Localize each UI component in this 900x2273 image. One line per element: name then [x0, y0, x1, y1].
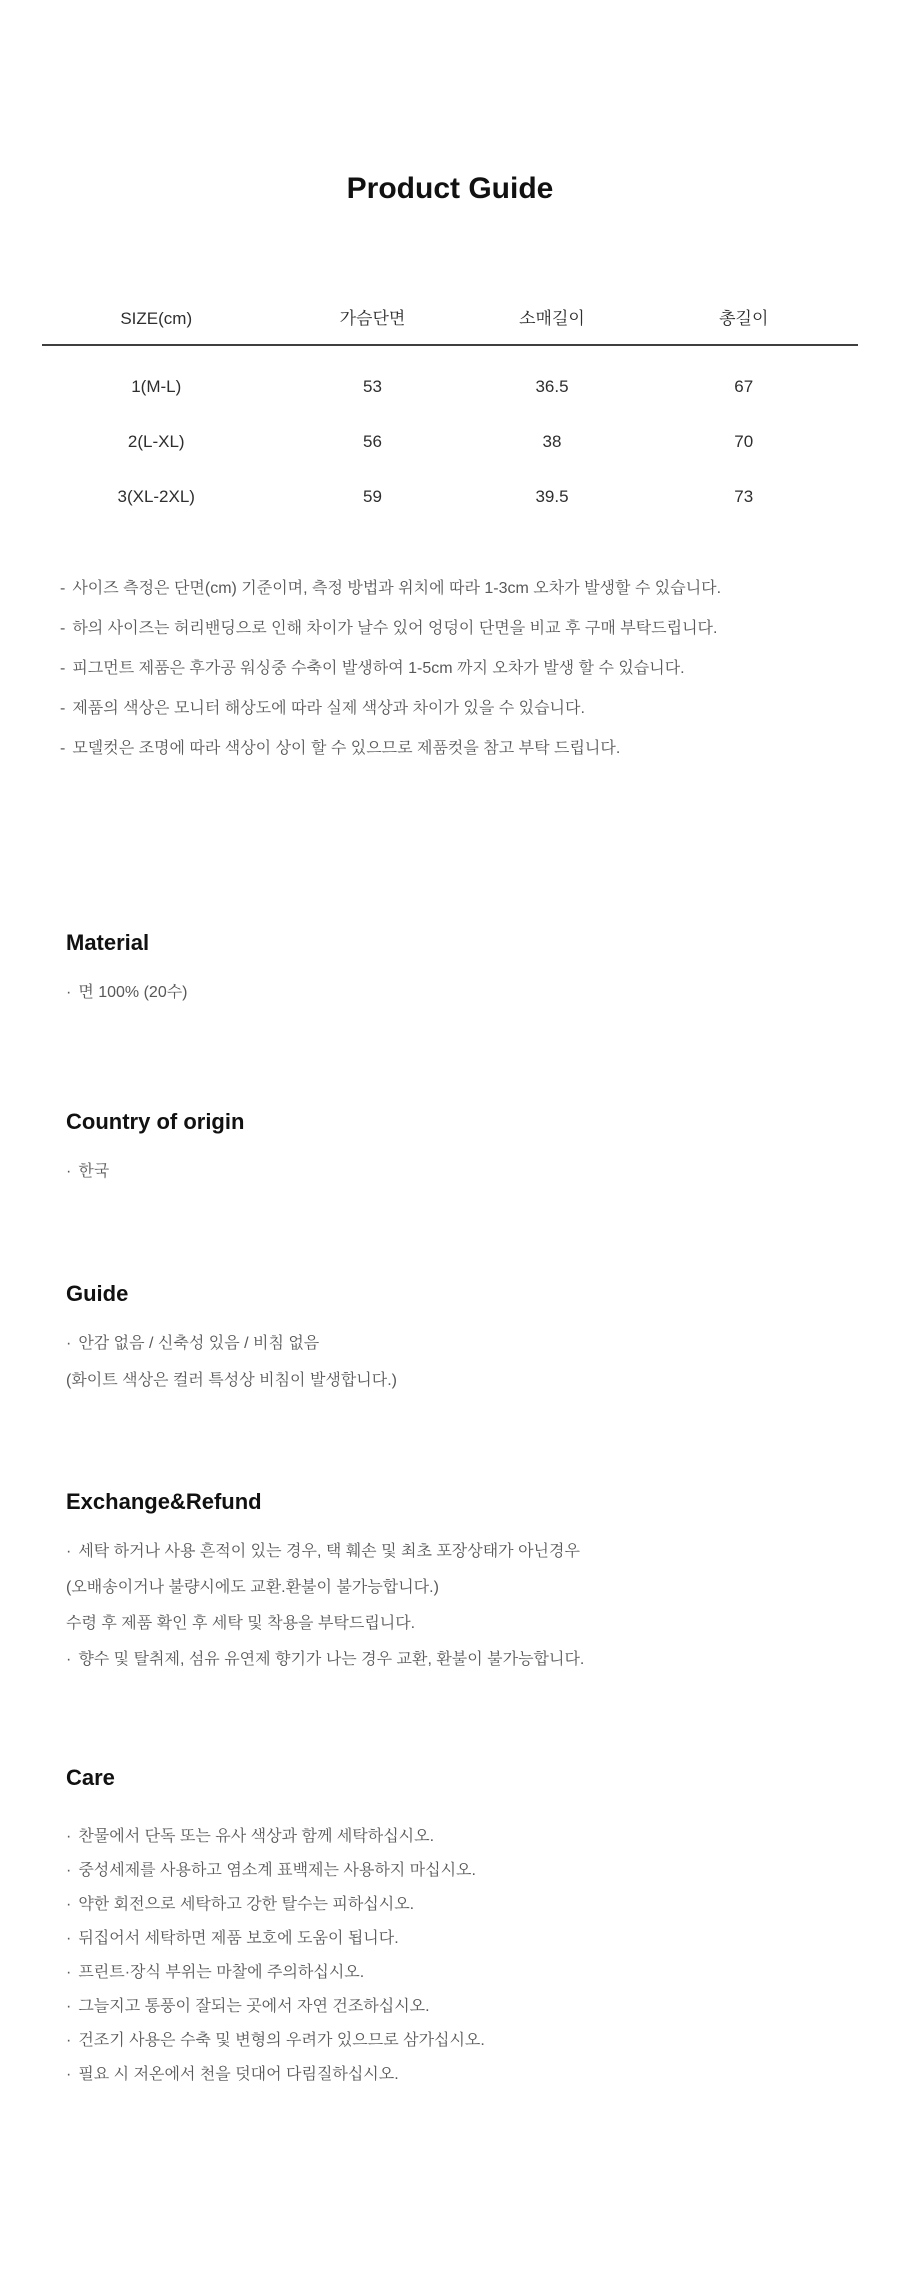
bullet-prefix: ·	[66, 1930, 72, 1947]
section-lines	[66, 981, 860, 1005]
line-text: (오배송이거나 불량시에도 교환.환불이 불가능합니다.)	[66, 1579, 439, 1596]
section-heading: Exchange&Refund	[66, 1489, 262, 1514]
note-text: 제품의 색상은 모니터 해상도에 따라 실제 색상과 차이가 있을 수 있습니다.	[72, 700, 585, 717]
section-heading: Material	[66, 930, 150, 955]
note-text: 하의 사이즈는 허리밴딩으로 인해 차이가 날수 있어 엉덩이 단면을 비교 후 구매 부탁드립니다.	[72, 620, 718, 637]
section-lines	[66, 1332, 860, 1393]
section-line	[66, 981, 860, 1005]
cell-sleeve: 36.5	[535, 376, 569, 396]
line-text: 건조기 사용은 수축 및 변형의 우려가 있으므로 삼가십시오.	[78, 2032, 485, 2049]
section-heading: Care	[66, 1765, 115, 1790]
line-text: 프린트·장식 부위는 마찰에 주의하십시오.	[78, 1964, 365, 1981]
section-guide	[66, 1280, 860, 1393]
bullet-prefix: ·	[66, 1862, 72, 1879]
bullet-prefix: ·	[66, 2066, 72, 2083]
dash-prefix: -	[60, 580, 66, 597]
cell-size: 1(M-L)	[131, 376, 182, 396]
line-text: 찬물에서 단독 또는 유사 색상과 함께 세탁하십시오.	[78, 1828, 435, 1845]
bullet-prefix: ·	[66, 1543, 72, 1560]
cell-sleeve: 39.5	[535, 486, 569, 506]
section-lines	[66, 1160, 860, 1184]
bullet-prefix: ·	[66, 1651, 72, 1668]
dash-prefix: -	[60, 620, 66, 637]
section-line	[66, 1369, 860, 1393]
cell-chest: 56	[363, 431, 382, 451]
note-item	[60, 697, 840, 721]
section-lines	[66, 1825, 860, 2087]
size-table	[42, 306, 858, 524]
note-item	[60, 737, 840, 761]
section-care	[66, 1764, 860, 2087]
cell-length: 73	[734, 486, 754, 506]
line-text: 향수 및 탈취제, 섬유 유연제 향기가 나는 경우 교환, 환불이 불가능합니다.	[78, 1651, 585, 1668]
note-text: 피그먼트 제품은 후가공 워싱중 수축이 발생하여 1-5cm 까지 오차가 발생 할 수 있습니다.	[72, 660, 685, 677]
size-notes-list	[60, 577, 840, 761]
cell-size: 2(L-XL)	[127, 431, 185, 451]
dash-prefix: -	[60, 660, 66, 677]
section-line	[66, 1893, 860, 1917]
line-text: 면 100% (20수)	[78, 984, 188, 1001]
section-line	[66, 1825, 860, 1849]
bullet-prefix: ·	[66, 1335, 72, 1352]
cell-length: 70	[734, 431, 754, 451]
column-header-sleeve: 소매길이	[519, 309, 585, 328]
section-line	[66, 1612, 860, 1636]
section-heading: Guide	[66, 1281, 129, 1306]
section-line	[66, 1540, 860, 1564]
dash-prefix: -	[60, 740, 66, 757]
section-line	[66, 1648, 860, 1672]
section-line	[66, 1160, 860, 1184]
cell-sleeve: 38	[542, 431, 562, 451]
section-line	[66, 1927, 860, 1951]
section-line	[66, 2029, 860, 2053]
line-text: (화이트 색상은 컬러 특성상 비침이 발생합니다.)	[66, 1372, 397, 1389]
cell-chest: 59	[363, 486, 382, 506]
line-text: 수령 후 제품 확인 후 세탁 및 착용을 부탁드립니다.	[66, 1615, 416, 1632]
section-line	[66, 1859, 860, 1883]
section-heading: Country of origin	[66, 1109, 245, 1134]
line-text: 그늘지고 통풍이 잘되는 곳에서 자연 건조하십시오.	[78, 1998, 430, 2015]
cell-length: 67	[734, 376, 754, 396]
bullet-prefix: ·	[66, 1998, 72, 2015]
table-row	[42, 359, 858, 414]
section-line	[66, 1576, 860, 1600]
bullet-prefix: ·	[66, 1964, 72, 1981]
line-text: 약한 회전으로 세탁하고 강한 탈수는 피하십시오.	[78, 1896, 415, 1913]
bullet-prefix: ·	[66, 1828, 72, 1845]
line-text: 필요 시 저온에서 천을 덧대어 다림질하십시오.	[78, 2066, 399, 2083]
section-line	[66, 1995, 860, 2019]
section-exchange-refund	[66, 1488, 860, 1672]
column-header-size: SIZE(cm)	[120, 309, 193, 328]
note-item	[60, 617, 840, 641]
line-text: 안감 없음 / 신축성 있음 / 비침 없음	[78, 1335, 320, 1352]
column-header-length: 총길이	[719, 309, 769, 328]
page-title: Product Guide	[346, 172, 554, 205]
column-header-chest: 가슴단면	[339, 309, 406, 328]
section-material	[66, 929, 860, 1005]
cell-chest: 53	[363, 376, 382, 396]
table-row	[42, 469, 858, 524]
line-text: 뒤집어서 세탁하면 제품 보호에 도움이 됩니다.	[78, 1930, 399, 1947]
size-table-header	[42, 306, 858, 346]
line-text: 중성세제를 사용하고 염소계 표백제는 사용하지 마십시오.	[78, 1862, 476, 1879]
note-item	[60, 577, 840, 601]
line-text: 한국	[78, 1163, 110, 1180]
size-table-body	[42, 346, 858, 524]
dash-prefix: -	[60, 700, 66, 717]
line-text: 세탁 하거나 사용 흔적이 있는 경우, 택 훼손 및 최초 포장상태가 아닌경우	[78, 1543, 580, 1560]
note-text: 사이즈 측정은 단면(cm) 기준이며, 측정 방법과 위치에 따라 1-3cm 오차가 발생할 수 있습니다.	[72, 580, 722, 597]
section-line	[66, 1961, 860, 1985]
bullet-prefix: ·	[66, 2032, 72, 2049]
note-item	[60, 657, 840, 681]
section-country-of-origin	[66, 1108, 860, 1184]
cell-size: 3(XL-2XL)	[117, 486, 195, 506]
bullet-prefix: ·	[66, 1163, 72, 1180]
bullet-prefix: ·	[66, 1896, 72, 1913]
note-text: 모델컷은 조명에 따라 색상이 상이 할 수 있으므로 제품컷을 참고 부탁 드립니다.	[72, 740, 621, 757]
section-lines	[66, 1540, 860, 1672]
bullet-prefix: ·	[66, 984, 72, 1001]
section-line	[66, 1332, 860, 1356]
section-line	[66, 2063, 860, 2087]
table-row	[42, 414, 858, 469]
